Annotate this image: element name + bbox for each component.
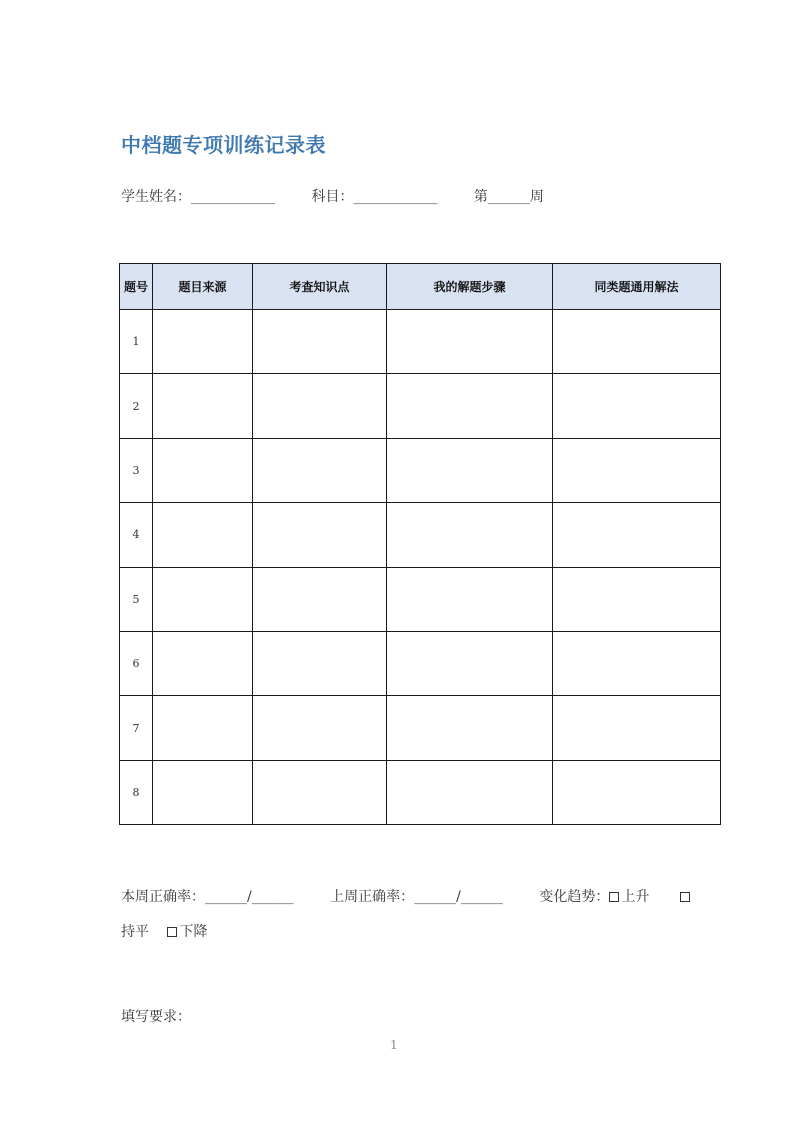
subject-blank[interactable]: ____________ xyxy=(353,189,438,205)
steps-cell[interactable] xyxy=(387,310,553,374)
training-record-table xyxy=(119,263,721,825)
last-week-accuracy-blank[interactable]: ______/______ xyxy=(414,889,503,905)
page-number: 1 xyxy=(390,1038,398,1052)
method-cell[interactable] xyxy=(553,310,721,374)
method-cell[interactable] xyxy=(553,503,721,567)
knowledge-cell[interactable] xyxy=(253,374,387,438)
knowledge-cell[interactable] xyxy=(253,696,387,760)
name-blank[interactable]: ____________ xyxy=(191,189,275,205)
trend-options-line xyxy=(121,921,207,941)
accuracy-line xyxy=(121,886,692,906)
table-row xyxy=(120,696,721,760)
trend-label: 变化趋势： xyxy=(539,889,610,905)
steps-cell[interactable] xyxy=(387,438,553,502)
method-cell[interactable] xyxy=(553,567,721,631)
source-cell[interactable] xyxy=(153,503,253,567)
knowledge-cell[interactable] xyxy=(253,567,387,631)
this-week-accuracy-label: 本周正确率： xyxy=(121,889,205,905)
row-number: 6 xyxy=(120,631,153,695)
knowledge-cell[interactable] xyxy=(253,438,387,502)
source-cell[interactable] xyxy=(153,567,253,631)
this-week-accuracy-blank[interactable]: ______/______ xyxy=(205,889,294,905)
source-cell[interactable] xyxy=(153,631,253,695)
subject-label: 科目： xyxy=(311,189,354,205)
knowledge-cell[interactable] xyxy=(253,760,387,824)
header-general-method: 同类题通用解法 xyxy=(553,264,721,310)
header-solution-steps: 我的解题步骤 xyxy=(387,264,553,310)
method-cell[interactable] xyxy=(553,438,721,502)
table-header-row xyxy=(120,264,721,310)
table-row xyxy=(120,503,721,567)
checkbox-down[interactable] xyxy=(167,927,177,937)
knowledge-cell[interactable] xyxy=(253,503,387,567)
name-label: 学生姓名： xyxy=(121,189,191,205)
table-row xyxy=(120,374,721,438)
page-title: 中档题专项训练记录表 xyxy=(121,133,326,157)
option-up-label: 上升 xyxy=(621,889,650,905)
row-number: 8 xyxy=(120,760,153,824)
table-row xyxy=(120,567,721,631)
week-blank[interactable]: ______ xyxy=(487,189,530,205)
checkbox-flat[interactable] xyxy=(680,892,690,902)
source-cell[interactable] xyxy=(153,760,253,824)
header-knowledge-point: 考查知识点 xyxy=(253,264,387,310)
knowledge-cell[interactable] xyxy=(253,631,387,695)
steps-cell[interactable] xyxy=(387,696,553,760)
row-number: 2 xyxy=(120,374,153,438)
source-cell[interactable] xyxy=(153,438,253,502)
method-cell[interactable] xyxy=(553,631,721,695)
steps-cell[interactable] xyxy=(387,567,553,631)
option-down-label: 下降 xyxy=(179,924,208,940)
source-cell[interactable] xyxy=(153,310,253,374)
row-number: 1 xyxy=(120,310,153,374)
source-cell[interactable] xyxy=(153,696,253,760)
steps-cell[interactable] xyxy=(387,760,553,824)
row-number: 3 xyxy=(120,438,153,502)
checkbox-up[interactable] xyxy=(609,892,619,902)
table-row xyxy=(120,631,721,695)
header-question-source: 题目来源 xyxy=(153,264,253,310)
option-flat-label: 持平 xyxy=(121,924,149,940)
week-prefix: 第 xyxy=(473,189,488,205)
table-row xyxy=(120,760,721,824)
row-number: 5 xyxy=(120,567,153,631)
method-cell[interactable] xyxy=(553,696,721,760)
header-question-number: 题号 xyxy=(120,264,153,310)
last-week-accuracy-label: 上周正确率： xyxy=(330,889,415,905)
steps-cell[interactable] xyxy=(387,503,553,567)
method-cell[interactable] xyxy=(553,374,721,438)
student-info-line xyxy=(121,186,544,206)
row-number: 7 xyxy=(120,696,153,760)
source-cell[interactable] xyxy=(153,374,253,438)
method-cell[interactable] xyxy=(553,760,721,824)
knowledge-cell[interactable] xyxy=(253,310,387,374)
week-suffix: 周 xyxy=(529,189,544,205)
requirements-heading: 填写要求： xyxy=(121,1009,191,1025)
steps-cell[interactable] xyxy=(387,374,553,438)
row-number: 4 xyxy=(120,503,153,567)
steps-cell[interactable] xyxy=(387,631,553,695)
table-row xyxy=(120,438,721,502)
table-row xyxy=(120,310,721,374)
